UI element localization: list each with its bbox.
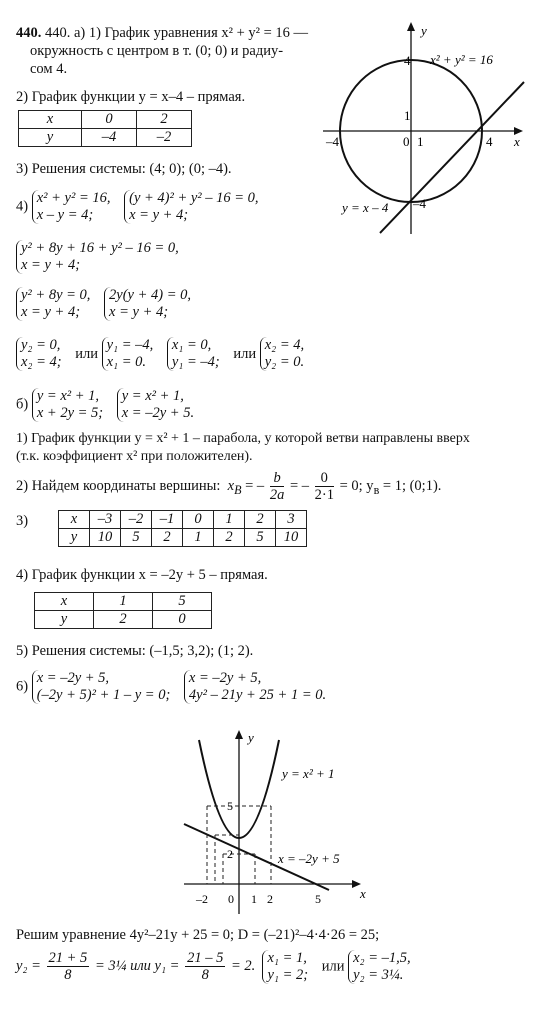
line-equation: x = –2y + 5 [278,851,340,866]
table-line-b-values: x 1 5 y 2 0 [34,592,212,629]
system-simplified: y² + 8y = 0, x = y + 4; 2y(y + 4) = 0, x = y + 4; [16,287,201,321]
line-vertex: 2) Найдем координаты вершины: $x_B$ = – $\frac{b}{2a}$ = – $\frac{0}{2\cdot 1}$ = 0; $y_в = 1$; (0;1). [16,470,442,504]
line-coefficient: (т.к. коэффициент x² при положителен). [16,449,253,464]
line-solutions-a: 3) Решения системы: (4; 0); (0; –4). [16,161,232,177]
tick-minus4-bottom: –4 [413,196,426,211]
x-label: x [514,134,520,149]
circle-graph [318,20,528,240]
system-part-b: б) y = x² + 1, x + 2y = 5; y = x² + 1, x = –2y + 5. [16,388,195,421]
tick-1x: 1 [417,134,424,149]
line-radius: сом 4. [30,61,68,77]
y-label: y [421,23,427,38]
tick-x-minus2: –2 [196,892,208,906]
parabola-equation: y = x² + 1 [282,766,335,781]
line-y-x-4 [380,82,524,233]
tick-y-2: 2 [227,847,233,861]
tick-x-5: 5 [315,892,321,906]
tick-4-top: 4 [404,53,411,68]
label-step3: 3) [16,513,29,529]
parabola-graph [178,728,408,928]
system-step6: 6) x = –2y + 5, (–2y + 5)² + 1 – y = 0; x = –2y + 5, 4y² – 21y + 25 + 1 = 0. [16,670,327,703]
line-parabola-desc: 1) График функции y = x² + 1 – парабола, у которой ветви направлены вверх [16,431,470,446]
tick-minus4-left: –4 [326,134,339,149]
tick-y-5: 5 [227,799,233,813]
system-roots: y₂ = 0, x₂ = 4; или y₁ = –4, x₁ = 0. x₁ = 0, y₁ = –4; или x₂ = 4, y₂ = 0. [16,337,314,371]
table-parabola-values: x –3 –2 –1 0 1 2 3 y 10 5 2 1 2 5 10 [58,510,307,547]
tick-0: 0 [403,134,410,149]
tick-1: 1 [404,108,411,123]
line-circle-desc: окружность с центром в т. (0; 0) и радиу- [30,43,284,59]
y-axis-arrow [235,730,243,739]
line-solutions-b: 5) Решения системы: (–1,5; 3,2); (1; 2). [16,643,254,659]
system-expanded: y² + 8y + 16 + y² – 16 = 0, x = y + 4; [16,240,189,274]
table-line-values: x 0 2 y –4 –2 [18,110,192,147]
line-function-line: 2) График функции y = x–4 – прямая. [16,89,246,105]
system-step4: 4) x² + y² = 16, x – y = 4; (y + 4)² + y² – 16 = 0, x = y + 4; [16,190,259,223]
y-label: y [248,730,254,745]
y-axis-arrow [407,22,415,31]
tick-4-right: 4 [486,134,493,149]
tick-x-2: 2 [267,892,273,906]
line-quadratic: Решим уравнение 4y²–21y + 25 = 0; D = (–21)²–4·4·26 = 25; [16,927,380,943]
circle-equation: x² + y² = 16 [430,52,493,67]
tick-x-1: 1 [251,892,257,906]
line-function-line-b: 4) График функции x = –2y + 5 – прямая. [16,567,268,583]
tick-x-0: 0 [228,892,234,906]
line-equation: y = x – 4 [342,200,389,215]
x-label: x [360,886,366,901]
line-roots: y₂ = $\frac{21 + 5}{8}$ = 3¼ или y₁ = $\frac{21 - 5}{8}$ = 2. x₁ = 1, y₁ = 2; или x₂ = –1,5, y₂ = 3¼. [16,949,411,984]
line-task-header: 440. 440. а) 1) График уравнения x² + y² = 16 — [16,25,309,41]
